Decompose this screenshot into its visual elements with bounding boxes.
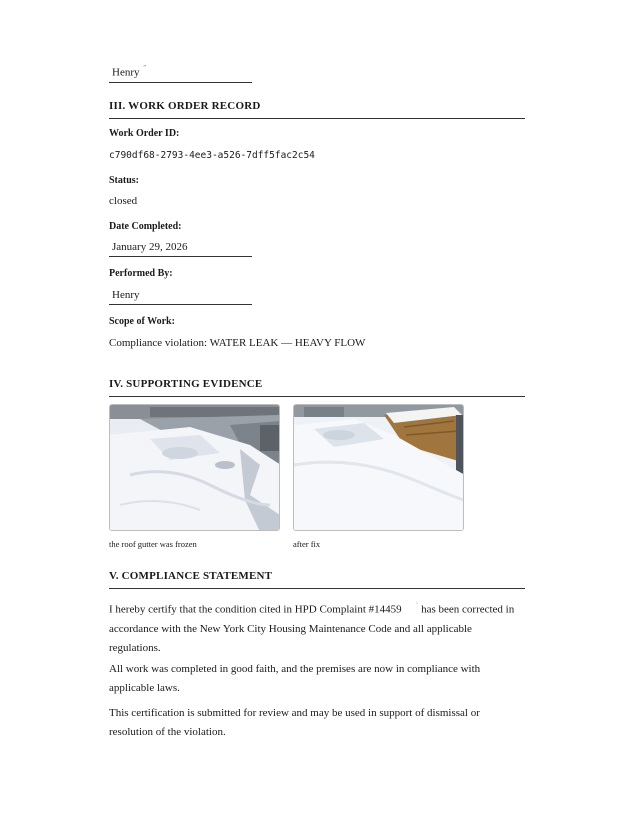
compliance-p1-part-b: has been corrected in accordance with the New York City Housing Maintenance Code and all applicable regulations. [109,603,515,654]
signature-name: Henry [112,66,140,79]
section-title-work-order: III. WORK ORDER RECORD [109,100,525,119]
date-completed-field [109,240,252,257]
compliance-p1-part-a: I hereby certify that the condition cited in HPD Complaint #14459 [109,603,402,616]
compliance-paragraph-1 [109,596,525,658]
evidence-photo-after-fix [293,404,464,531]
photo-caption-1: the roof gutter was frozen [109,539,197,549]
section-title-compliance: V. COMPLIANCE STATEMENT [109,570,525,589]
work-order-id-value: c790df68-2793-4ee3-a526-7dff5fac2c54 [109,150,315,161]
date-completed-label: Date Completed: [109,221,182,232]
section-title-evidence: IV. SUPPORTING EVIDENCE [109,378,525,397]
work-order-id-label: Work Order ID: [109,128,180,139]
signature-mark: ˝ [143,64,147,73]
scope-of-work-label: Scope of Work: [109,316,175,327]
compliance-paragraph-2: All work was completed in good faith, and the premises are now in compliance with applicable laws. [109,663,481,694]
evidence-photo-frozen-gutter [109,404,280,531]
scope-of-work-value: Compliance violation: WATER LEAK — HEAVY FLOW [109,337,366,349]
status-label: Status: [109,175,140,186]
performed-by-value: Henry [112,289,140,301]
status-value: closed [109,195,138,207]
compliance-paragraph-3: This certification is submitted for review and may be used in support of dismissal or resolution of the violation. [109,707,480,738]
signature-field-top [109,62,252,83]
performed-by-label: Performed By: [109,268,173,279]
date-completed-value: January 29, 2026 [112,241,188,253]
performed-by-field [109,288,252,305]
photo-caption-2: after fix [293,539,321,549]
complaint-mark: ˙ [415,601,419,610]
